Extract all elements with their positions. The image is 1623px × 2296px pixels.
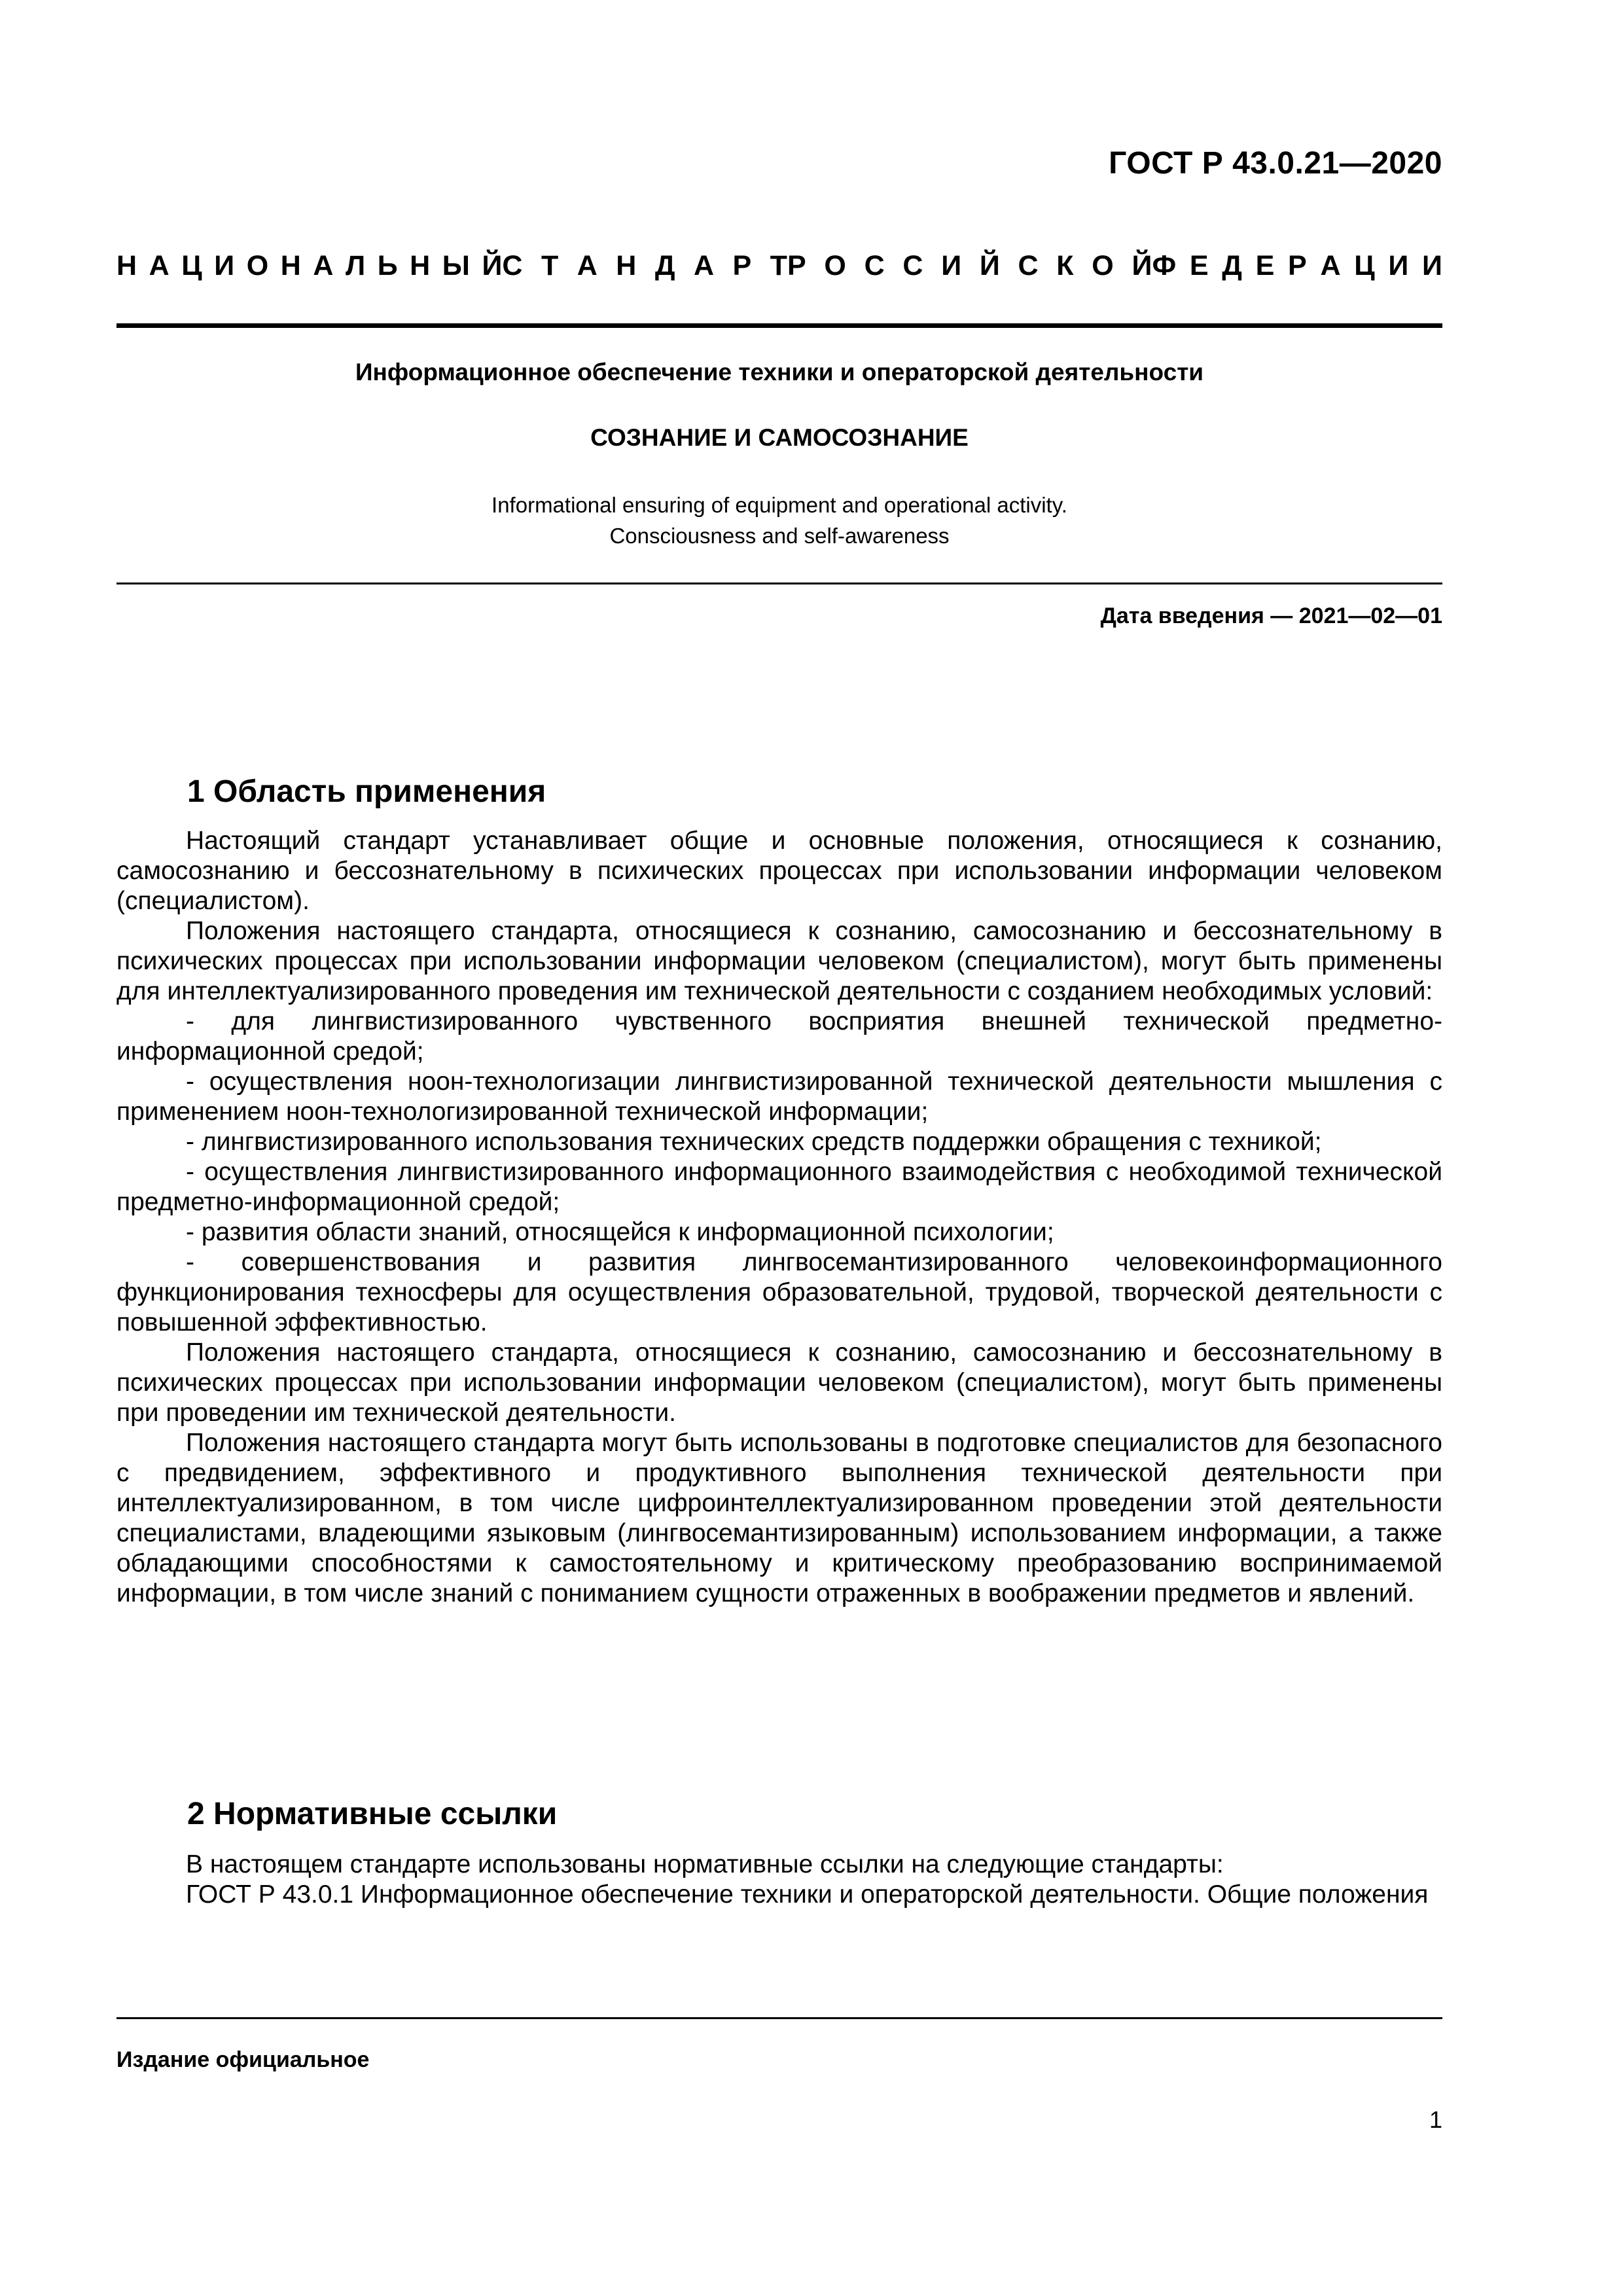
title-divider [116,583,1442,584]
national-standard-banner [116,250,1442,282]
page-number: 1 [1429,2106,1442,2133]
paragraph: Настоящий стандарт устанавливает общие и основные положения, относящиеся к сознанию, самосознанию и бессознательному в психических процессах при использовании информации человеком (специалистом). [116,827,1442,915]
paragraph: В настоящем стандарте использованы нормативные ссылки на следующие стандарты: [186,1850,1224,1878]
list-item: - совершенствования и развития лингвосемантизированного человекоинформационного функционирования техносферы для осуществления образовательной, трудовой, творческой деятельности с повышенной эффективностью. [116,1248,1442,1336]
document-title: СОЗНАНИЕ И САМОСОЗНАНИЕ [590,424,969,451]
section-heading: 1 Область применения [187,774,546,809]
document-topic: Информационное обеспечение техники и операторской деятельности [355,359,1204,386]
list-item: - развития области знаний, относящейся к информационной психологии; [186,1218,1054,1246]
english-title-line: Informational ensuring of equipment and operational activity. [491,493,1067,517]
list-item: - лингвистизированного использования технических средств поддержки обращения с техникой; [186,1128,1322,1156]
paragraph: Положения настоящего стандарта могут быть использованы в подготовке специалистов для безопасного с предвидением, эффективного и продуктивного выполнения технической деятельности при интеллектуализированном, в том числе цифроинтеллектуализированном проведении этой деятельности специалистами, владеющими языковым (лингвосемантизированным) использованием информации, а также обладающими способностями к самостоятельному и критическому преобразованию воспринимаемой информации, в том числе знаний с пониманием сущности отраженных в воображении предметов и явлений. [116,1429,1442,1607]
english-title [116,490,1442,551]
official-edition-label: Издание официальное [116,2047,370,2072]
banner-word: Н А Ц И О Н А Л Ь Н Ы Й [116,250,503,281]
footer-divider [116,2017,1442,2019]
section-body [116,1850,1442,1910]
paragraph: Положения настоящего стандарта, относящиеся к сознанию, самосознанию и бессознательному в психических процессах при использовании информации человеком (специалистом), могут быть применены при проведении им технической деятельности. [116,1338,1442,1427]
introduction-date: Дата введения — 2021—02—01 [1100,603,1442,628]
paragraph: ГОСТ Р 43.0.1 Информационное обеспечение техники и операторской деятельности. Общие положения [186,1880,1429,1909]
banner-word: Р О С С И Й С К О Й [787,250,1152,281]
list-item: - осуществления ноон-технологизации лингвистизированной технической деятельности мышления с применением ноон-технологизированной технической информации; [116,1067,1442,1126]
section-body [116,826,1442,1609]
standard-number: ГОСТ Р 43.0.21—2020 [1109,146,1442,181]
list-item: - для лингвистизированного чувственного восприятия внешней технической предметно-информационной средой; [116,1007,1442,1066]
english-title-line: Consciousness and self-awareness [609,524,950,548]
banner-word: Ф Е Д Е Р А Ц И И [1152,250,1442,281]
paragraph: Положения настоящего стандарта, относящиеся к сознанию, самосознанию и бессознательному в психических процессах при использовании информации человеком (специалистом), могут быть применены для интеллектуализированного проведения им технической деятельности с созданием необходимых условий: [116,917,1442,1005]
list-item: - осуществления лингвистизированного информационного взаимодействия с необходимой технической предметно-информационной средой; [116,1158,1442,1216]
section-heading: 2 Нормативные ссылки [187,1797,558,1831]
header-divider [116,323,1442,328]
banner-word: С Т А Н Д А Р Т [502,250,787,281]
